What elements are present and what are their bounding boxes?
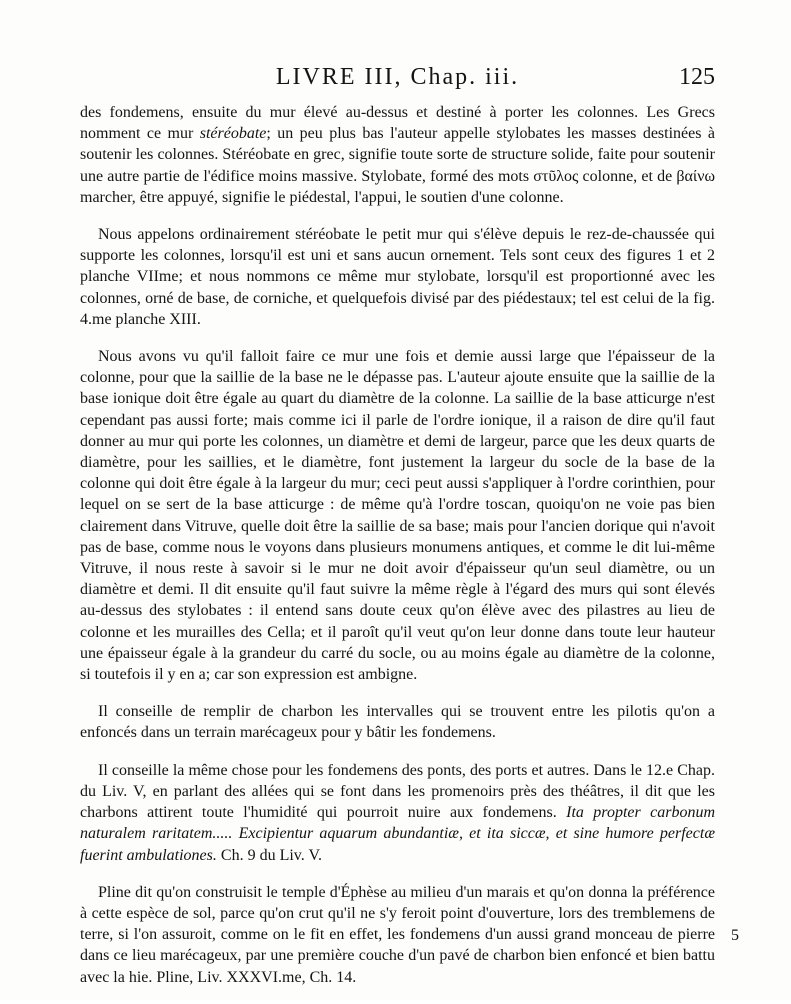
paragraph-5	[80, 760, 715, 866]
paragraph-1	[80, 102, 715, 208]
text-run: ; un peu plus bas l'auteur appelle stylobates les masses destinées à soutenir les colonnes. Stéréobate en grec, signifie toute sorte de structure solide, faite pour soutenir une autre partie de l'édifice moins massive. Stylobate, formé des mots στῦλος colonne, et de βαίνω marcher, être appuyé, signifie le piédestal, l'appui, le soutien d'une colonne.	[80, 125, 716, 206]
page-number: 125	[679, 64, 715, 90]
page-header	[80, 62, 715, 96]
paragraph-6	[80, 882, 715, 988]
italic-text: Ita propter carbonum naturalem raritatem..... Excipientur aquarum abundantiæ, et ita siccæ, et sine humore perfectæ fuerint ambulationes.	[80, 804, 716, 864]
text-run: Il conseille la même chose pour les fondemens des ponts, des ports et autres. Dans le 12.e Chap. du Liv. V, en parlant des allées qui se font dans les promenoirs près des théâtres, il dit que les charbons attirent toute l'humidité qui pourroit nuire aux fondemens.	[80, 761, 715, 822]
paragraph-3	[80, 346, 715, 685]
text-run: Pline dit qu'on construisit le temple d'Éphèse au milieu d'un marais et qu'on donna la préférence à cette espèce de sol, parce qu'on crut qu'il ne s'y feroit point d'ouverture, lors des tremblemens de terre, si l'on assuroit, comme on le fit en effet, les fondemens d'un aussi grand monceau de pierre dans ce lieu marécageux, par une première couche d'un pavé de charbon bien enfoncé et bien battu avec la hie. Pline, Liv. XXXVI.me, Ch. 14.	[80, 883, 715, 986]
text-run: des fondemens, ensuite du mur élevé au-dessus et destiné à porter les colonnes. Les Grecs nomment ce mur	[80, 104, 715, 143]
text-run: Il conseille de remplir de charbon les intervalles qui se trouvent entre les pilotis qu'on a enfoncés dans un terrain marécageux pour y bâtir les fondemens.	[80, 703, 715, 742]
body-text	[80, 102, 715, 1004]
text-run: Nous appelons ordinairement stéréobate le petit mur qui s'élève depuis le rez-de-chaussée qui supporte les colonnes, lorsqu'il est uni et sans aucun ornement. Tels sont ceux des figures 1 et 2 planche VIIme; et nous nommons ce même mur stylobate, lorsqu'il est proportionné avec les colonnes, orné de base, de corniche, et quelquefois divisé par des piédestaux; tel est celui de la fig. 4.me planche XIII.	[80, 226, 715, 328]
footer-mark: 5	[731, 927, 739, 944]
paragraph-2	[80, 224, 715, 330]
text-run: Nous avons vu qu'il falloit faire ce mur une fois et demie aussi large que l'épaisseur de la colonne, pour que la saillie de la base ne le dépasse pas. L'auteur ajoute ensuite que la saillie de la base ionique doit être égale au quart du diamètre de la colonne. La saillie de la base atticurge n'est cependant pas aussi forte; mais comme ici il parle de l'ordre ionique, il a raison de dire qu'il faut donner au mur qui porte les colonnes, un diamètre et demi de largeur, parce que les deux quarts de diamètre, pour les saillies, et le diamètre, font justement la largeur du socle de la base de la colonne qui doit être égale à la largeur du mur; ceci peut aussi s'appliquer à l'ordre corinthien, pour lequel on se sert de la base atticurge : de même qu'à l'ordre toscan, quoiqu'on ne voie pas bien clairement dans Vitruve, quelle doit être la saillie de sa base; mais pour l'ancien dorique qui n'avoit pas de base, comme nous le voyons dans plusieurs monumens antiques, et comme le dit lui-même Vitruve, il nous reste à savoir si le mur ne doit avoir d'épaisseur qu'un seul diamètre, ou un diamètre et demi. Il dit ensuite qu'il faut suivre la même règle à l'égard des murs qui sont élevés au-dessus des stylobates : il entend sans doute ceux qu'on élève avec des pilastres au lieu de colonne et les murailles des Cella; et il paroît qu'il veut qu'on leur donne dans toute leur hauteur une épaisseur égale à la grandeur du carré du socle, ou au moins égale au diamètre de la colonne, si toutefois il y en a; car son expression est ambigne.	[80, 348, 715, 684]
text-run: Ch. 9 du Liv. V.	[216, 846, 322, 864]
running-head: LIVRE III, Chap. iii.	[275, 64, 520, 90]
italic-text: stéréobate	[199, 125, 267, 143]
paragraph-4	[80, 701, 715, 743]
